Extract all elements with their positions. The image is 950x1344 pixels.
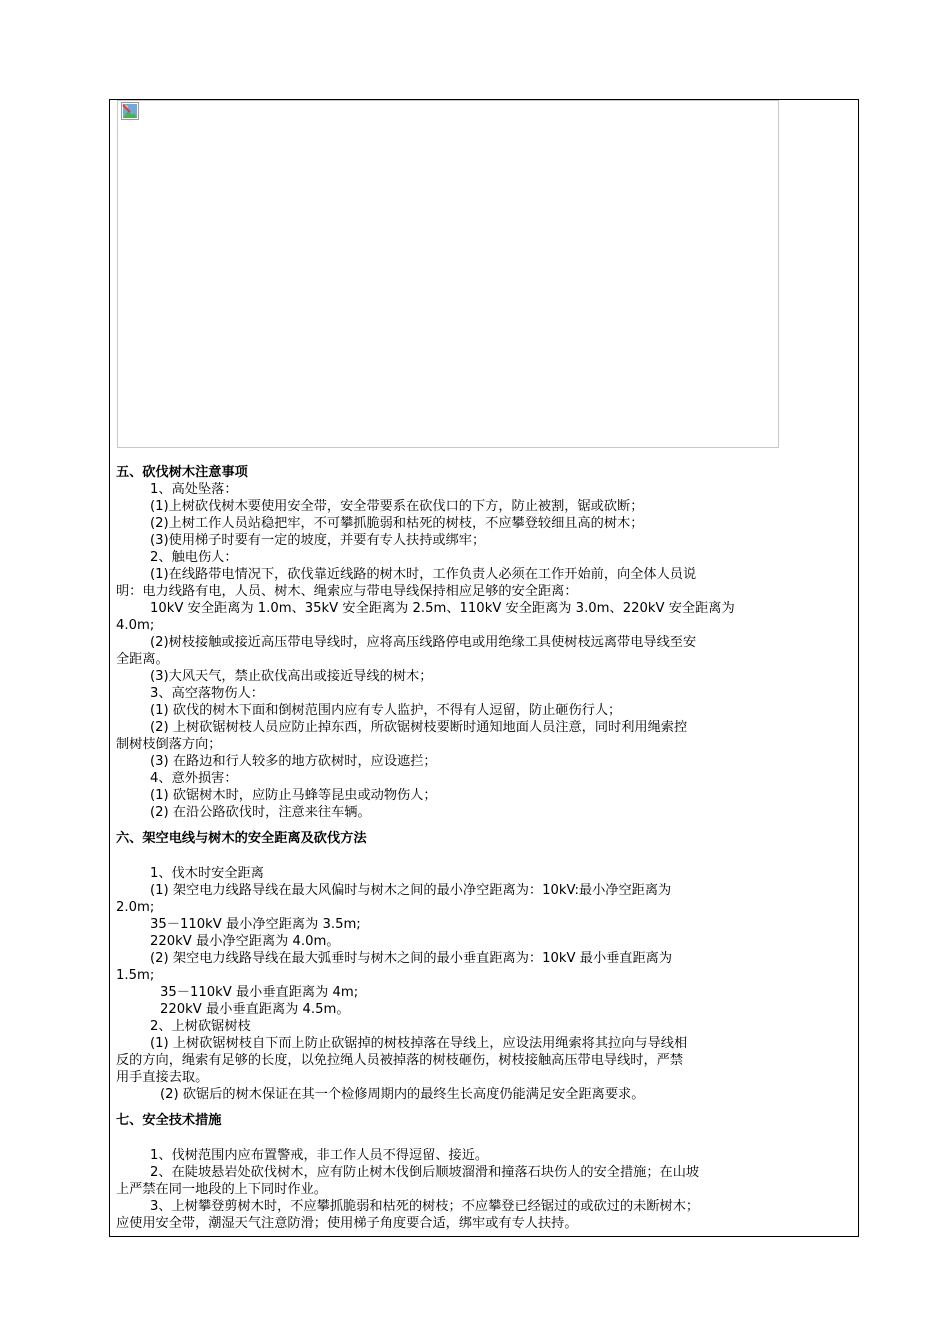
text-line: 35－110kV 最小垂直距离为 4m; bbox=[160, 985, 359, 1000]
text-line: 制树枝倒落方向； bbox=[116, 737, 222, 752]
text-line: 上严禁在同一地段的上下同时作业。 bbox=[116, 1182, 327, 1197]
text-line: 全距离。 bbox=[116, 652, 169, 667]
text-line: 反的方向，绳索有足够的长度，以免拉绳人员被掉落的树枝砸伤，树枝接触高压带电导线时，严禁 bbox=[116, 1053, 684, 1068]
section-title: 六、架空电线与树木的安全距离及砍伐方法 bbox=[116, 831, 367, 846]
text-line: 35－110kV 最小净空距离为 3.5m; bbox=[150, 917, 361, 932]
text-line: (1) 架空电力线路导线在最大风偏时与树木之间的最小净空距离为：10kV:最小净空距离为 bbox=[150, 883, 672, 898]
image-placeholder bbox=[117, 100, 779, 448]
text-line: 1、伐树范围内应布置警戒，非工作人员不得逗留、接近。 bbox=[150, 1148, 489, 1163]
text-line: (2) 架空电力线路导线在最大弧垂时与树木之间的最小垂直距离为：10kV 最小垂直距离为 bbox=[150, 951, 673, 966]
text-line: 1、高处坠落： bbox=[150, 482, 238, 497]
text-line: (2) 砍锯后的树木保证在其一个检修周期内的最终生长高度仍能满足安全距离要求。 bbox=[160, 1087, 645, 1102]
text-line: (2)上树工作人员站稳把牢，不可攀抓脆弱和枯死的树枝，不应攀登较细且高的树木； bbox=[150, 516, 644, 531]
text-line: 2、触电伤人： bbox=[150, 550, 238, 565]
text-line: (2) 在沿公路砍伐时，注意来往车辆。 bbox=[150, 805, 371, 820]
text-line: (1)在线路带电情况下，砍伐靠近线路的树木时，工作负责人必须在工作开始前，向全体人员说 bbox=[150, 567, 697, 582]
text-line: (3)大风天气，禁止砍伐高出或接近导线的树木； bbox=[150, 669, 433, 684]
section-title: 七、安全技术措施 bbox=[116, 1113, 222, 1128]
text-line: 4、意外损害： bbox=[150, 771, 238, 786]
text-line: 2、在陡坡悬岩处砍伐树木，应有防止树木伐倒后顺坡溜滑和撞落石块伤人的安全措施；在山坡 bbox=[150, 1165, 700, 1180]
text-line: (2) 上树砍锯树枝人员应防止掉东西，所砍锯树枝要断时通知地面人员注意，同时利用绳索控 bbox=[150, 720, 688, 735]
section-title: 五、砍伐树木注意事项 bbox=[116, 465, 248, 480]
text-line: 220kV 最小净空距离为 4.0m。 bbox=[150, 934, 340, 949]
text-line: 1、伐木时安全距离 bbox=[150, 866, 264, 881]
text-line: 2、上树砍锯树枝 bbox=[150, 1019, 251, 1034]
text-line: 1.5m; bbox=[116, 968, 155, 983]
text-line: (1) 上树砍锯树枝自下而上防止砍锯掉的树枝掉落在导线上，应设法用绳索将其拉向与导线相 bbox=[150, 1036, 688, 1051]
text-line: 4.0m; bbox=[116, 618, 155, 633]
text-line: (3) 在路边和行人较多的地方砍树时，应设遮拦； bbox=[150, 754, 437, 769]
text-line: (1) 砍伐的树木下面和倒树范围内应有专人监护，不得有人逗留，防止砸伤行人； bbox=[150, 703, 622, 718]
text-line: (3)使用梯子时要有一定的坡度，并要有专人扶持或绑牢； bbox=[150, 533, 486, 548]
text-line: 220kV 最小垂直距离为 4.5m。 bbox=[160, 1002, 350, 1017]
document-body bbox=[116, 464, 851, 1232]
broken-image-icon bbox=[121, 102, 139, 120]
text-line: 明：电力线路有电，人员、树木、绳索应与带电导线保持相应足够的安全距离： bbox=[116, 584, 578, 599]
text-line: 2.0m; bbox=[116, 900, 155, 915]
text-line: 10kV 安全距离为 1.0m、35kV 安全距离为 2.5m、110kV 安全距离为 3.0m、220kV 安全距离为 bbox=[150, 601, 735, 616]
text-line: (1)上树砍伐树木要使用安全带，安全带要系在砍伐口的下方，防止被割，锯或砍断； bbox=[150, 499, 644, 514]
text-line: 用手直接去取。 bbox=[116, 1070, 209, 1085]
text-line: (1) 砍锯树木时，应防止马蜂等昆虫或动物伤人； bbox=[150, 788, 437, 803]
text-line: 3、上树攀登剪树木时，不应攀抓脆弱和枯死的树枝；不应攀登已经锯过的或砍过的未断树木； bbox=[150, 1199, 700, 1214]
text-line: 应使用安全带，潮湿天气注意防滑；使用梯子角度要合适，绑牢或有专人扶持。 bbox=[116, 1216, 578, 1231]
text-line: 3、高空落物伤人： bbox=[150, 686, 264, 701]
text-line: (2)树枝接触或接近高压带电导线时，应将高压线路停电或用绝缘工具使树枝远离带电导线至安 bbox=[150, 635, 697, 650]
